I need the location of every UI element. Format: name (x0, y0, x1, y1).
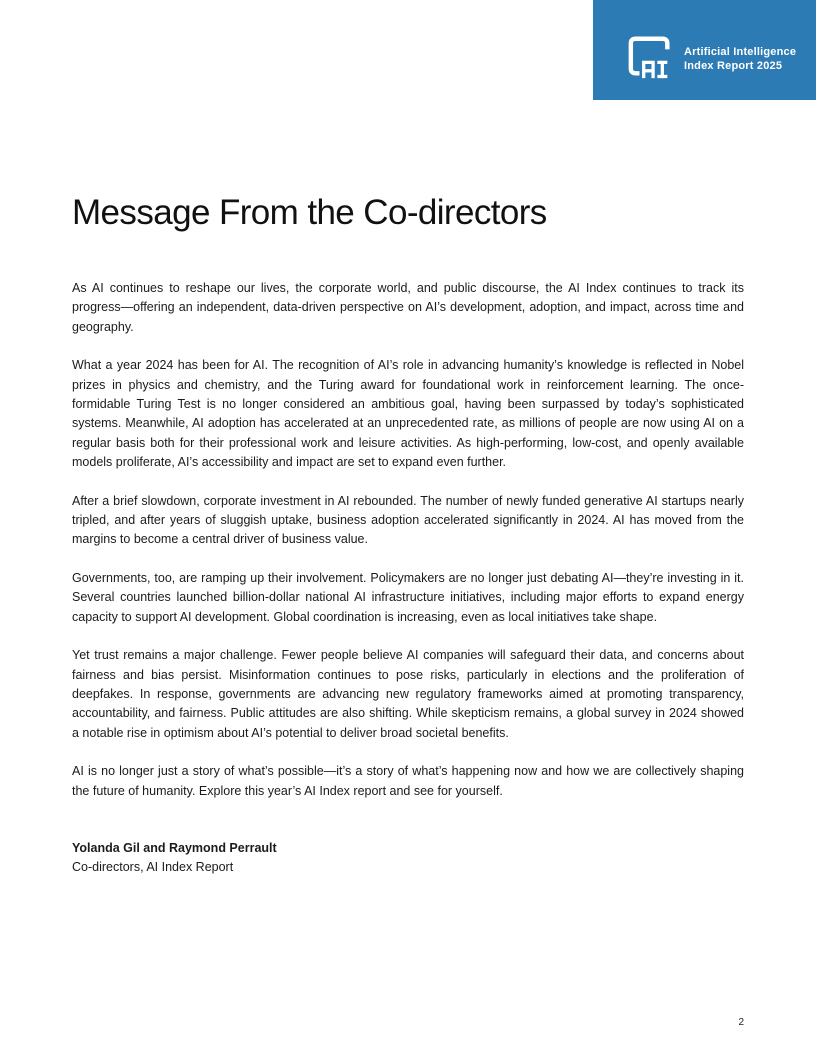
brand-title (684, 45, 796, 73)
page-content (72, 193, 744, 878)
brand-title-line2: Index Report 2025 (684, 60, 783, 72)
body-copy (72, 279, 744, 801)
body-paragraph: Governments, too, are ramping up their involvement. Policymakers are no longer just debating AI—they’re investing in it. Several countries launched billion-dollar national AI infrastructure initiatives, including major efforts to expand energy capacity to support AI development. Global coordination is increasing, even as local initiatives take shape. (72, 570, 744, 624)
body-paragraph: What a year 2024 has been for AI. The recognition of AI’s role in advancing humanity’s knowledge is reflected in Nobel prizes in physics and chemistry, and the Turing award for foundational work in reinforcement learning. The once-formidable Turing Test is no longer considered an ambitious goal, having been surpassed by today’s sophisticated systems. Meanwhile, AI adoption has accelerated at an unprecedented rate, as millions of people are now using AI on a regular basis both for their professional work and leisure activities. As high-performing, low-cost, and openly available models proliferate, AI’s accessibility and impact are set to expand even further. (72, 358, 744, 470)
brand-block (593, 0, 816, 100)
page-title: Message From the Co-directors (72, 193, 547, 232)
body-paragraph: Yet trust remains a major challenge. Fewer people believe AI companies will safeguard their data, and concerns about fairness and bias persist. Misinformation continues to pose risks, particularly in elections and the proliferation of deepfakes. In response, governments are advancing new regulatory frameworks aimed at promoting transparency, accountability, and fairness. Public attitudes are also shifting. While skepticism remains, a global survey in 2024 showed a notable rise in optimism about AI’s potential to deliver broad societal benefits. (72, 648, 744, 740)
page-number: 2 (738, 1017, 744, 1028)
body-paragraph: As AI continues to reshape our lives, the corporate world, and public discourse, the AI Index continues to track its progress—offering an independent, data-driven perspective on AI’s development, adoption, and impact, across time and geography. (72, 281, 744, 334)
body-paragraph: After a brief slowdown, corporate investment in AI rebounded. The number of newly funded generative AI startups nearly tripled, and after years of sluggish uptake, business adoption accelerated significantly in 2024. AI has moved from the margins to become a central driver of business value. (72, 493, 744, 547)
brand-title-line1: Artificial Intelligence (684, 46, 797, 58)
signature-role: Co-directors, AI Index Report (72, 860, 234, 875)
signature-names: Yolanda Gil and Raymond Perrault (72, 840, 277, 855)
signature-block (72, 839, 744, 878)
body-paragraph: AI is no longer just a story of what’s possible—it’s a story of what’s happening now and how we are collectively shaping the future of humanity. Explore this year’s AI Index report and see for yourself. (72, 764, 744, 798)
ai-index-logo-icon (627, 34, 675, 85)
